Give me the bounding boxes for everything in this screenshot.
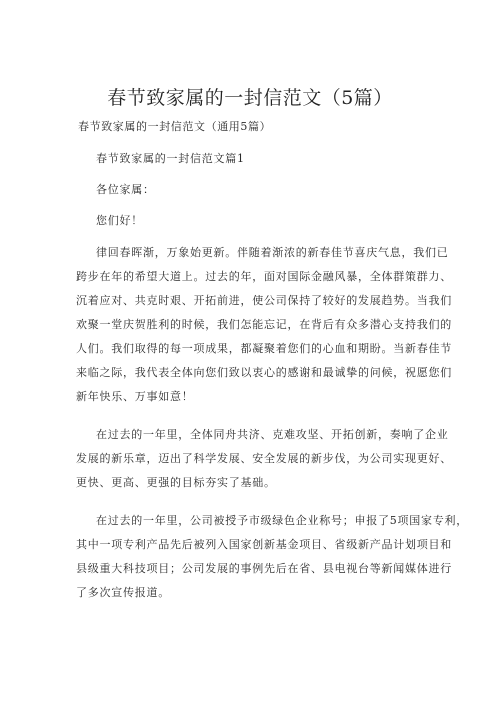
- paragraph-1-line-3: 沉着应对、共克时艰、开拓前进，使公司保持了较好的发展趋势。当我们: [76, 294, 452, 307]
- document-subtitle: 春节致家属的一封信范文（通用5篇）: [78, 120, 272, 133]
- paragraph-3-line-2: 其中一项专利产品先后被列入国家创新基金项目、省级新产品计划项目和: [76, 538, 452, 551]
- paragraph-1-line-2: 跨步在年的希望大道上。过去的年，面对国际金融风暴，全体群策群力、: [76, 270, 452, 283]
- paragraph-3-line-3: 县级重大科技项目；公司发展的事例先后在省、县电视台等新闻媒体进行: [76, 562, 452, 575]
- paragraph-1-line-4: 欢聚一堂庆贺胜利的时候，我们怎能忘记，在背后有众多潜心支持我们的: [76, 318, 452, 331]
- paragraph-1-line-7: 新年快乐、万事如意！: [76, 390, 194, 403]
- paragraph-1-line-1: 律回春晖渐，万象始更新。伴随着渐浓的新春佳节喜庆气息，我们已: [96, 246, 449, 259]
- paragraph-2-line-3: 更快、更高、更强的目标夯实了基础。: [76, 476, 276, 489]
- paragraph-2-line-1: 在过去的一年里，全体同舟共济、克难攻坚、开拓创新，奏响了企业: [96, 428, 449, 441]
- salutation: 各位家属：: [96, 183, 155, 196]
- paragraph-2-line-2: 发展的新乐章，迈出了科学发展、安全发展的新步伐，为公司实现更好、: [76, 452, 452, 465]
- paragraph-3-line-4: 了多次宣传报道。: [76, 586, 170, 599]
- paragraph-1-line-6: 来临之际，我代表全体向您们致以衷心的感谢和最诚挚的问候，祝愿您们: [76, 366, 452, 379]
- paragraph-3-line-1: 在过去的一年里，公司被授予市级绿色企业称号；申报了5项国家专利，: [96, 514, 468, 527]
- paragraph-1-line-5: 人们。我们取得的每一项成果，都凝聚着您们的心血和期盼。当新春佳节: [76, 342, 452, 355]
- greeting: 您们好！: [96, 214, 143, 227]
- section-heading: 春节致家属的一封信范文篇1: [96, 152, 245, 165]
- document-title: 春节致家属的一封信范文（5篇）: [107, 87, 393, 109]
